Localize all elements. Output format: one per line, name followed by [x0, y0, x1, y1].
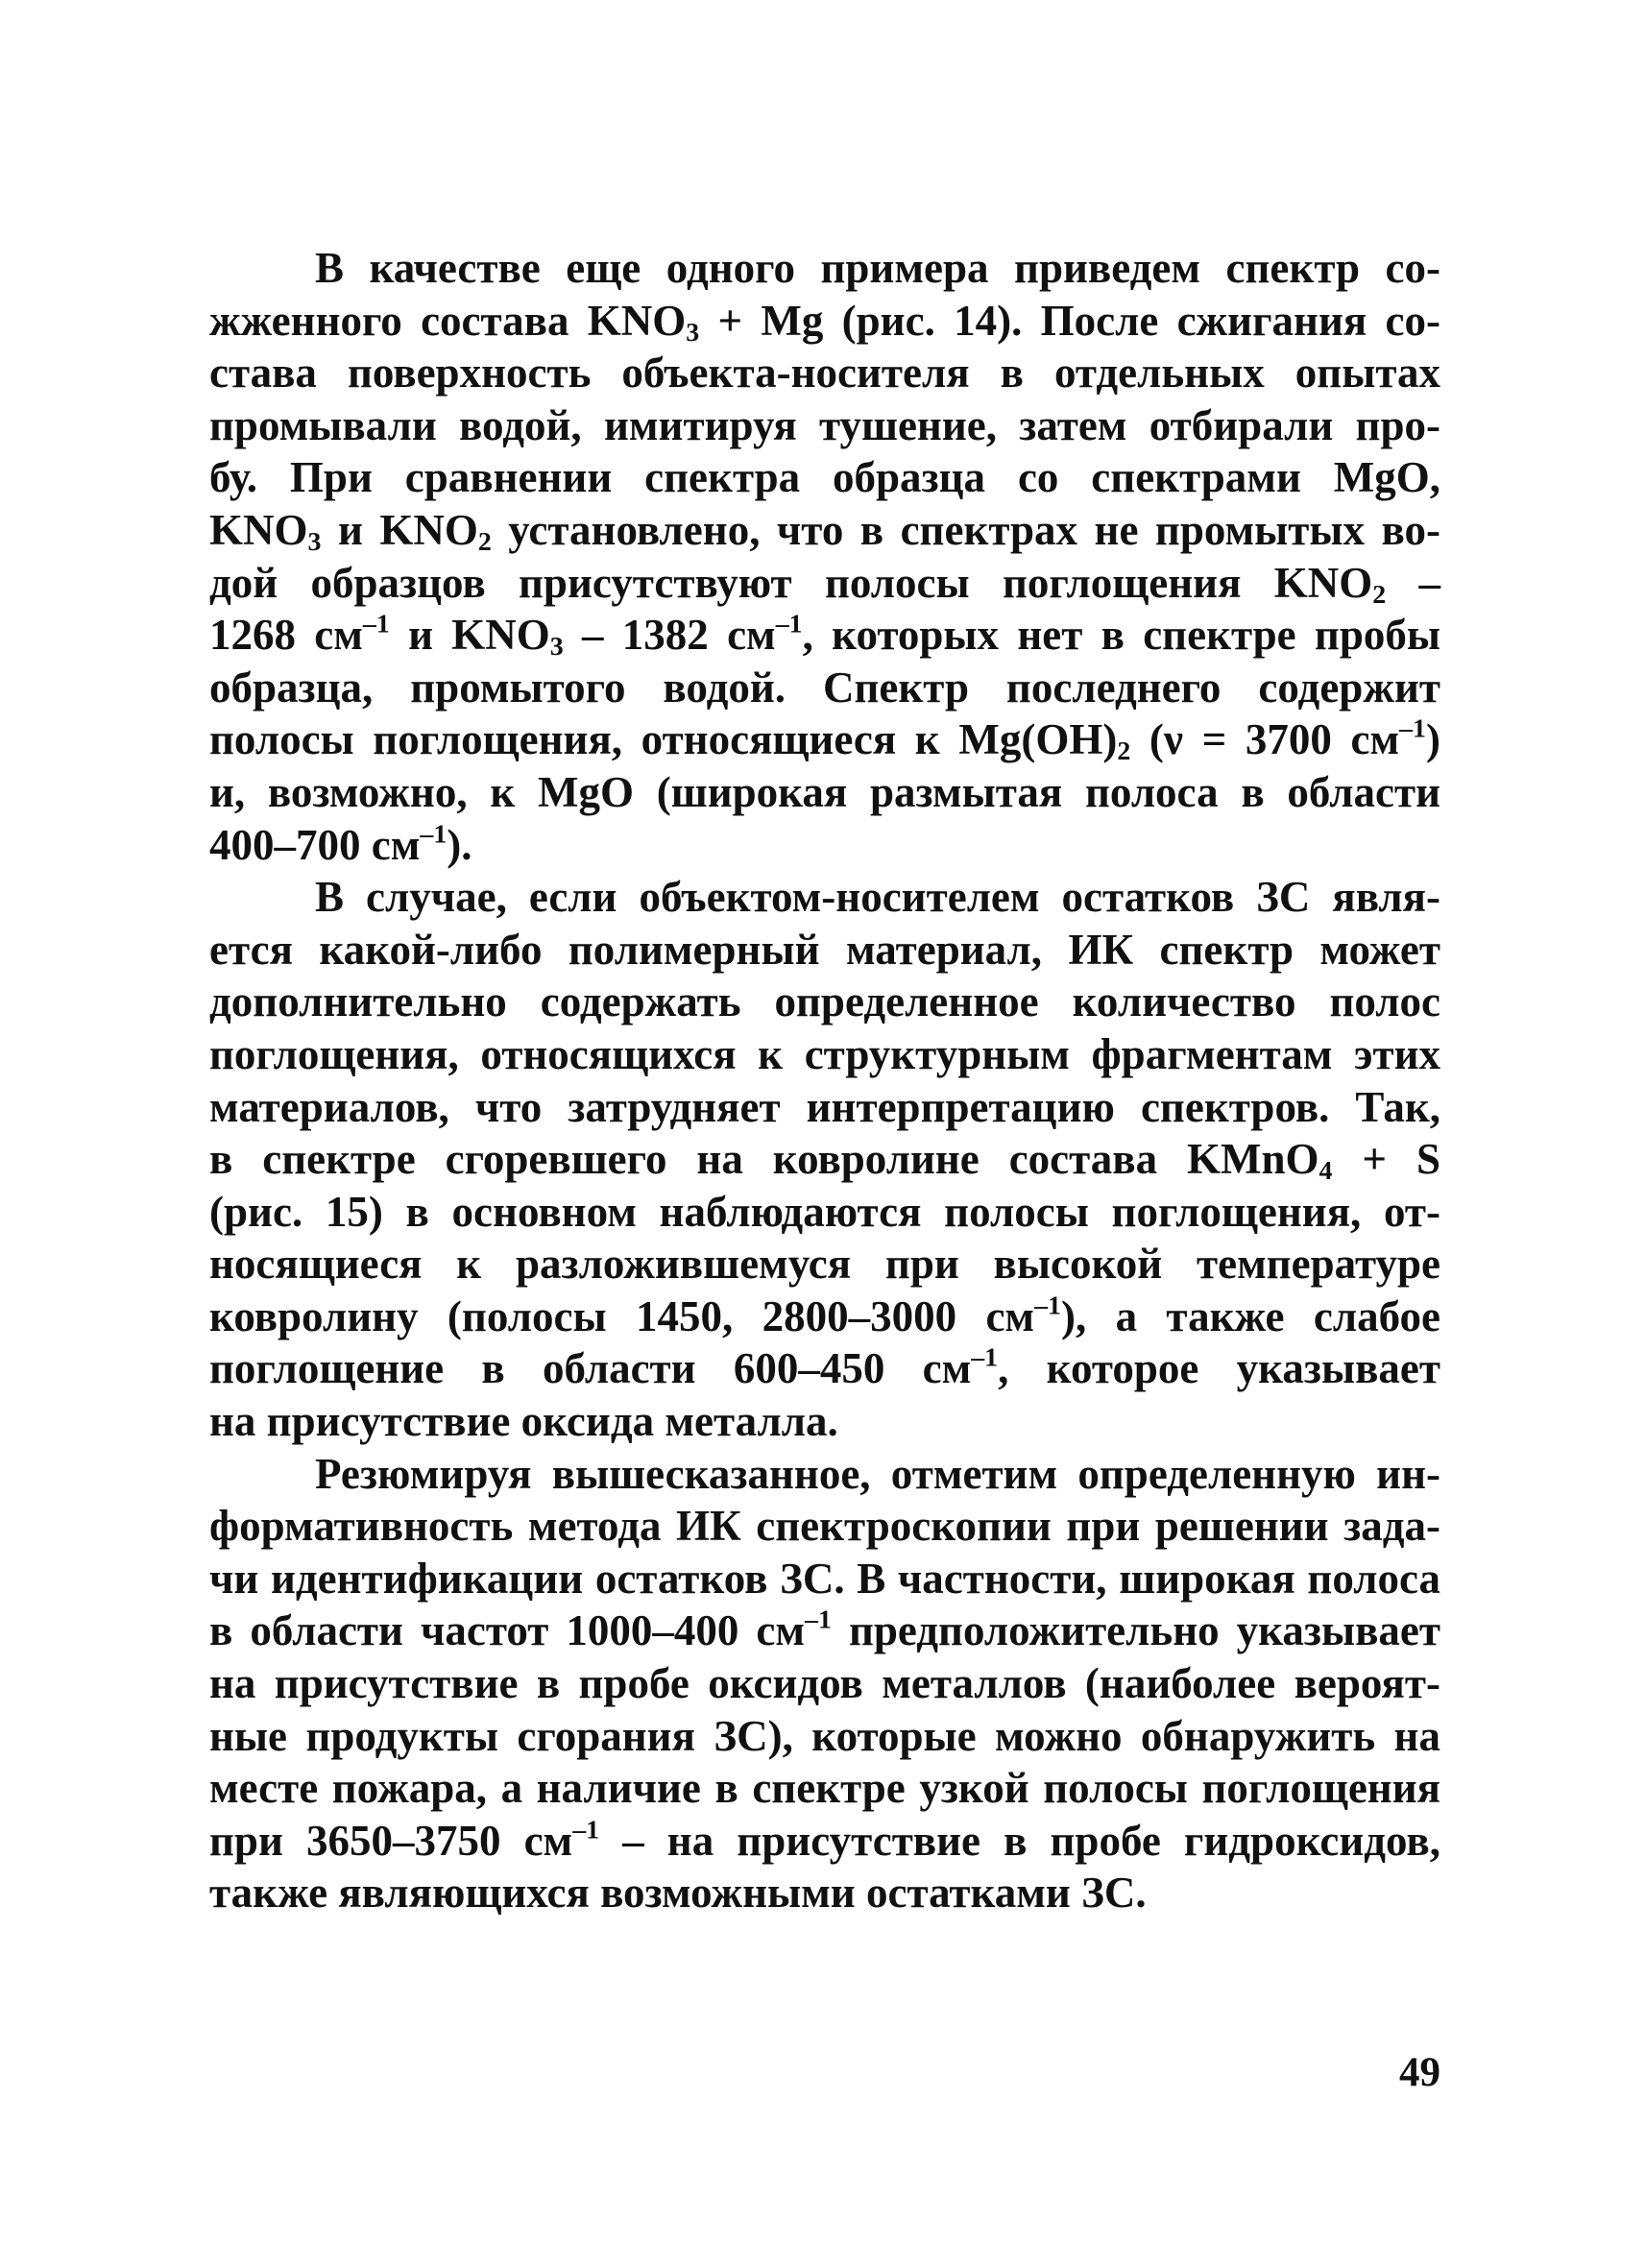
- body-text: [209, 242, 1440, 1919]
- subscript: 2: [1372, 579, 1387, 610]
- text-segment: материалов, что затрудняет интерпретацию спектров. Так,: [209, 1082, 1440, 1131]
- paragraph: [209, 1448, 1440, 1919]
- text-segment: бу. При сравнении спектра образца со спектрами MgO,: [209, 453, 1440, 502]
- superscript: –1: [971, 1343, 999, 1374]
- subscript: 3: [307, 527, 322, 558]
- text-segment: ), а также слабое: [1060, 1291, 1440, 1340]
- text-line: [209, 1395, 1440, 1448]
- text-segment: дополнительно содержать определенное количество полос: [209, 977, 1440, 1026]
- text-line: [209, 713, 1440, 766]
- text-line: [209, 347, 1440, 399]
- subscript: 2: [1117, 736, 1131, 767]
- paragraph: [209, 242, 1440, 871]
- subscript: 3: [549, 632, 564, 663]
- text-line: [209, 242, 1440, 295]
- text-line: [209, 1342, 1440, 1395]
- superscript: –1: [775, 609, 803, 639]
- text-line: [209, 1553, 1440, 1605]
- text-segment: чи идентификации остатков ЗС. В частности, широкая полоса: [209, 1554, 1440, 1603]
- text-segment: месте пожара, а наличие в спектре узкой полосы поглощения: [209, 1764, 1440, 1813]
- text-segment: ).: [447, 820, 472, 869]
- text-segment: + Mg (рис. 14). После сжигания со-: [699, 296, 1440, 345]
- text-line: [209, 1291, 1440, 1343]
- superscript: –1: [805, 1605, 832, 1636]
- text-segment: дой образцов присутствуют полосы поглощения KNO: [209, 558, 1373, 607]
- text-segment: и KNO: [389, 611, 550, 660]
- text-segment: формативность метода ИК спектроскопии при решении зада-: [209, 1502, 1440, 1551]
- text-line: [209, 557, 1440, 610]
- text-segment: (ν = 3700 см: [1130, 715, 1400, 764]
- text-segment: става поверхность объекта-носителя в отдельных опытах: [209, 349, 1440, 398]
- text-line: [209, 1604, 1440, 1657]
- text-segment: предположительно указывает: [831, 1606, 1440, 1655]
- text-line: [209, 1028, 1440, 1081]
- text-segment: носящиеся к разложившемуся при высокой температуре: [209, 1240, 1440, 1289]
- text-line: [209, 1815, 1440, 1868]
- text-segment: – 1382 см: [563, 611, 776, 660]
- text-segment: полосы поглощения, относящиеся к Mg(OH): [209, 715, 1118, 764]
- text-line: [209, 1448, 1440, 1501]
- text-segment: 400–700 см: [209, 820, 421, 869]
- text-segment: , которое указывает: [998, 1344, 1440, 1393]
- text-line: [209, 1186, 1440, 1239]
- text-line: [209, 766, 1440, 819]
- superscript: –1: [362, 609, 390, 639]
- page-number: 49: [1399, 2050, 1440, 2095]
- text-line: [209, 924, 1440, 977]
- text-line: [209, 819, 1440, 872]
- text-line: [209, 504, 1440, 557]
- superscript: –1: [420, 819, 448, 850]
- text-line: [209, 1762, 1440, 1815]
- text-line: [209, 871, 1440, 924]
- text-line: [209, 609, 1440, 662]
- text-segment: образца, промытого водой. Спектр последнего содержит: [209, 663, 1440, 712]
- text-segment: ется какой-либо полимерный материал, ИК спектр может: [209, 925, 1440, 974]
- text-line: [209, 662, 1440, 714]
- text-segment: Резюмируя вышесказанное, отметим определенную ин-: [315, 1449, 1440, 1498]
- text-line: [209, 451, 1440, 504]
- text-segment: –: [1386, 558, 1441, 607]
- text-segment: также являющихся возможными остатками ЗС.: [209, 1869, 1147, 1918]
- text-line: [209, 1710, 1440, 1763]
- text-segment: ): [1426, 715, 1440, 764]
- text-line: [209, 1657, 1440, 1710]
- paragraph: [209, 871, 1440, 1448]
- text-line: [209, 295, 1440, 348]
- text-line: [209, 399, 1440, 452]
- text-segment: ные продукты сгорания ЗС), которые можно обнаружить на: [209, 1711, 1440, 1760]
- text-line: [209, 976, 1440, 1028]
- text-segment: поглощения, относящихся к структурным фрагментам этих: [209, 1029, 1440, 1078]
- text-line: [209, 1867, 1440, 1919]
- text-segment: в спектре сгоревшего на ковролине состава KMnO: [209, 1135, 1319, 1184]
- text-segment: установлено, что в спектрах не промытых во-: [491, 505, 1440, 554]
- text-segment: – на присутствие в пробе гидроксидов,: [599, 1816, 1440, 1865]
- superscript: –1: [1034, 1291, 1061, 1321]
- text-segment: поглощение в области 600–450 см: [209, 1344, 972, 1393]
- text-segment: в области частот 1000–400 см: [209, 1606, 806, 1655]
- text-segment: KNO: [209, 505, 308, 554]
- text-segment: промывали водой, имитируя тушение, затем отбирали про-: [209, 400, 1440, 449]
- subscript: 4: [1318, 1156, 1333, 1187]
- text-segment: (рис. 15) в основном наблюдаются полосы поглощения, от-: [209, 1187, 1440, 1236]
- text-segment: на присутствие в пробе оксидов металлов (наиболее вероят-: [209, 1659, 1440, 1708]
- text-segment: на присутствие оксида металла.: [209, 1397, 838, 1446]
- superscript: –1: [1399, 714, 1426, 745]
- text-segment: В качестве еще одного примера приведем спектр со-: [315, 244, 1440, 292]
- text-segment: жженного состава KNO: [209, 296, 687, 345]
- subscript: 3: [686, 317, 700, 348]
- text-line: [209, 1081, 1440, 1134]
- text-segment: , которых нет в спектре пробы: [802, 611, 1441, 660]
- text-segment: и KNO: [321, 505, 478, 554]
- text-segment: при 3650–3750 см: [209, 1816, 573, 1865]
- superscript: –1: [572, 1815, 600, 1846]
- text-line: [209, 1238, 1440, 1291]
- text-segment: и, возможно, к MgO (широкая размытая полоса в области: [209, 767, 1440, 816]
- text-segment: + S: [1332, 1135, 1441, 1184]
- text-segment: 1268 см: [209, 611, 363, 660]
- text-line: [209, 1500, 1440, 1553]
- text-line: [209, 1133, 1440, 1186]
- subscript: 2: [477, 527, 492, 558]
- text-segment: ковролину (полосы 1450, 2800–3000 см: [209, 1291, 1035, 1340]
- text-segment: В случае, если объектом-носителем остатков ЗС явля-: [315, 873, 1440, 922]
